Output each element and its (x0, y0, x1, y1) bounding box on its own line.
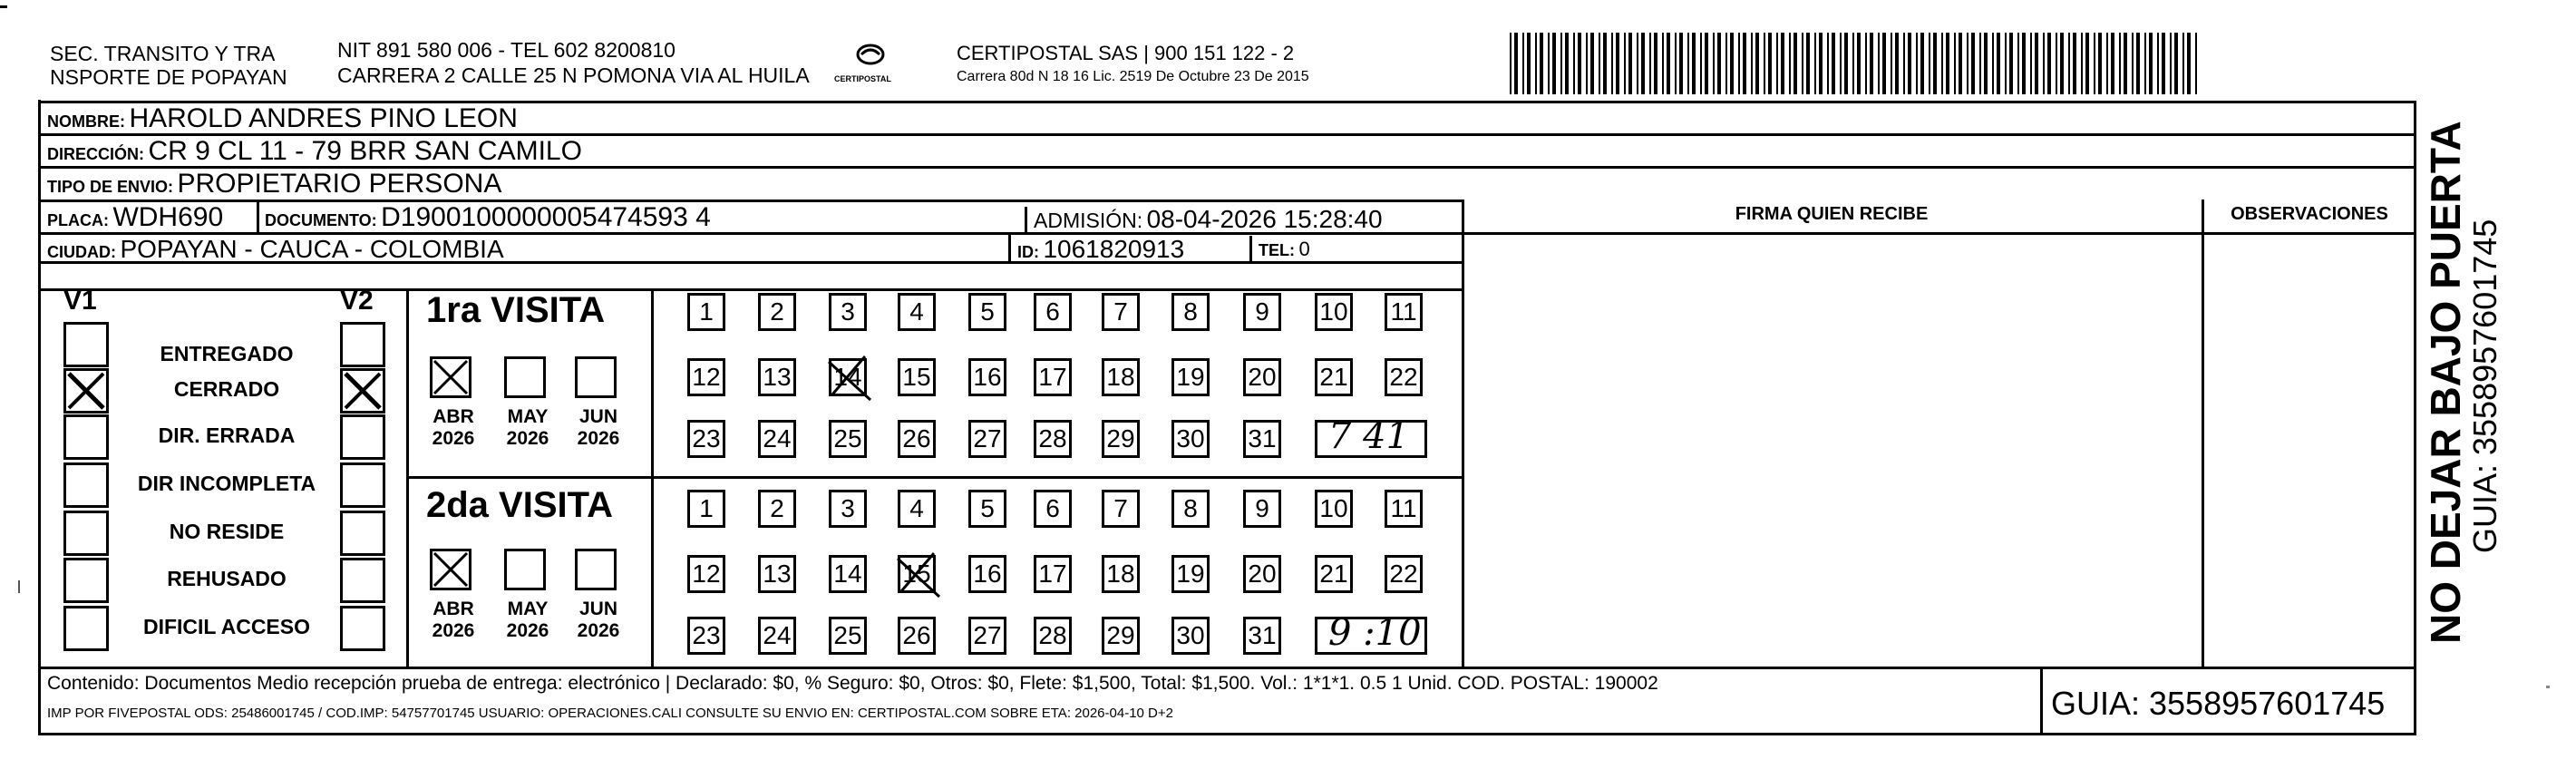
visit2-day-box[interactable]: 15 (898, 555, 936, 593)
v2-checkbox-0[interactable] (340, 322, 385, 367)
barcode-bar (1992, 33, 1994, 94)
barcode-bar (1984, 33, 1988, 94)
barcode-bar (1814, 33, 1816, 94)
visit1-day-box[interactable]: 9 (1243, 293, 1281, 331)
footer-left-border (38, 667, 41, 735)
visit2-day-box[interactable]: 17 (1034, 555, 1072, 593)
visit1-day-box[interactable]: 12 (687, 358, 725, 396)
visit1-day-box[interactable]: 10 (1315, 293, 1353, 331)
v2-checkbox-2[interactable] (340, 414, 385, 460)
v1-checkbox-5[interactable] (63, 558, 109, 603)
barcode-bar (1857, 33, 1861, 94)
visit2-day-box[interactable]: 28 (1034, 617, 1072, 655)
barcode-bar (2162, 33, 2165, 94)
barcode-bar (1662, 33, 1664, 94)
barcode-bar (1573, 33, 1575, 94)
visit1-day-box[interactable]: 24 (758, 420, 796, 458)
barcode-bar (1717, 33, 1721, 94)
visit1-day-box[interactable]: 5 (968, 293, 1006, 331)
status-label-0: ENTREGADO (160, 342, 294, 365)
admision-label: ADMISIÓN: (1034, 209, 1143, 232)
visit1-day-box[interactable]: 2 (758, 293, 796, 331)
barcode-bar (1628, 33, 1632, 94)
tel-label: TEL: (1259, 241, 1295, 259)
id-label: ID: (1017, 243, 1039, 261)
barcode-bar (1908, 33, 1911, 94)
day-mark-icon (894, 548, 948, 602)
barcode-bar (1624, 33, 1626, 94)
visit2-day-box[interactable]: 29 (1102, 617, 1140, 655)
barcode-bar (1781, 33, 1784, 94)
visit1-time-box[interactable] (1315, 415, 1427, 458)
barcode-bar (1578, 33, 1581, 94)
visit1-day-box[interactable]: 14 (829, 358, 867, 396)
visit2-month-label-0: ABR (433, 599, 474, 619)
org-name-line2: NSPORTE DE POPAYAN (50, 65, 287, 89)
barcode-bar (1641, 33, 1645, 94)
status-label-3: DIR INCOMPLETA (137, 472, 316, 495)
v1-checkbox-3[interactable] (63, 462, 109, 508)
barcode-bar (2136, 33, 2140, 94)
visit-divider (406, 476, 1462, 479)
barcode-bar (1852, 33, 1854, 94)
barcode-bar (1802, 33, 1803, 94)
barcode-bar (1840, 33, 1842, 94)
barcode-bar (2124, 33, 2127, 94)
visit2-day-box[interactable]: 14 (829, 555, 867, 593)
visit1-day-box[interactable]: 31 (1243, 420, 1281, 458)
nombre-value: HAROLD ANDRES PINO LEON (129, 103, 518, 133)
barcode-bar (2005, 33, 2007, 94)
barcode-bar (1514, 33, 1518, 94)
visit1-day-box[interactable]: 22 (1385, 358, 1423, 396)
visit2-day-box[interactable]: 25 (829, 617, 867, 655)
visit1-day-box[interactable]: 19 (1171, 358, 1210, 396)
barcode-bar (2187, 33, 2191, 94)
barcode-bar (1565, 33, 1569, 94)
barcode-bar (1882, 33, 1886, 94)
barcode-bar (1865, 33, 1867, 94)
tel-row (1259, 238, 1310, 261)
visit1-day-box[interactable]: 3 (829, 293, 867, 331)
visit1-day-box[interactable]: 27 (968, 420, 1006, 458)
barcode-bar (2017, 33, 2019, 94)
check-x-icon (433, 359, 469, 395)
barcode-bar (2111, 33, 2114, 94)
barcode-bar (1535, 33, 1537, 94)
barcode-bar (1743, 33, 1746, 94)
barcode-bar (1933, 33, 1937, 94)
barcode-bar (1548, 33, 1550, 94)
v1-checkbox-6[interactable] (63, 606, 109, 651)
barcode-bar (1776, 33, 1778, 94)
visit1-day-box[interactable]: 4 (898, 293, 936, 331)
v1-label: V1 (63, 286, 97, 316)
visit2-day-box[interactable]: 10 (1315, 490, 1353, 528)
v1-checkbox-1[interactable] (63, 368, 109, 414)
barcode-bar (1959, 33, 1962, 94)
id-value: 1061820913 (1043, 235, 1185, 263)
barcode-bar (2030, 33, 2032, 94)
visit1-day-box[interactable]: 15 (898, 358, 936, 396)
observaciones-header: OBSERVACIONES (2231, 204, 2388, 224)
visit1-day-box[interactable]: 1 (687, 293, 725, 331)
barcode-bar (2094, 33, 2095, 94)
status-label-2: DIR. ERRADA (158, 423, 296, 447)
visit1-day-box[interactable]: 13 (758, 358, 796, 396)
footer-bottom-border (38, 733, 2416, 735)
visit1-day-box[interactable]: 23 (687, 420, 725, 458)
barcode-bar (1819, 33, 1823, 94)
visit2-month-label-2: JUN (578, 599, 617, 619)
footer-guia-divider (2040, 667, 2043, 735)
status-label-4: NO RESIDE (169, 520, 285, 543)
check-x-icon (66, 371, 106, 411)
barcode-bar (1713, 33, 1715, 94)
visit1-time-value: 7 41 (1328, 415, 1410, 457)
v2-checkbox-6[interactable] (340, 606, 385, 651)
org-name-line1: SEC. TRANSITO Y TRA (50, 42, 276, 65)
barcode-bar (1941, 33, 1943, 94)
visit2-day-box[interactable]: 12 (687, 555, 725, 593)
nombre-row (47, 103, 518, 134)
visit2-day-box[interactable]: 4 (898, 490, 936, 528)
barcode-bar (1844, 33, 1848, 94)
barcode-bar (1971, 33, 1975, 94)
barcode-bar (2195, 33, 2197, 94)
visit2-title: 2da VISITA (426, 485, 613, 525)
barcode (1510, 33, 2208, 94)
barcode-bar (1586, 33, 1588, 94)
visit1-year-label-2: 2026 (577, 428, 620, 449)
barcode-bar (2098, 33, 2102, 94)
visit2-day-box[interactable]: 5 (968, 490, 1006, 528)
check-x-icon (433, 551, 469, 588)
ciudad-row (47, 235, 504, 264)
barcode-bar (1616, 33, 1619, 94)
v1-checkbox-0[interactable] (63, 322, 109, 367)
barcode-bar (2144, 33, 2146, 94)
barcode-bar (1954, 33, 1956, 94)
visit2-day-box[interactable]: 21 (1315, 555, 1353, 593)
barcode-bar (2085, 33, 2089, 94)
visit2-year-label-2: 2026 (577, 620, 620, 641)
visit2-day-box[interactable]: 19 (1171, 555, 1210, 593)
v2-checkbox-1[interactable] (340, 368, 385, 414)
direccion-label: DIRECCIÓN: (47, 145, 144, 163)
address-line: CARRERA 2 CALLE 25 N POMONA VIA AL HUILA (337, 63, 810, 87)
visit1-month-checkbox-0[interactable] (430, 356, 471, 398)
barcode-bar (1929, 33, 1930, 94)
visit2-day-box[interactable]: 3 (829, 490, 867, 528)
visit1-day-box[interactable]: 26 (898, 420, 936, 458)
barcode-bar (1806, 33, 1810, 94)
barcode-bar (1560, 33, 1562, 94)
day-mark-icon (825, 351, 880, 405)
visit1-day-box[interactable]: 30 (1171, 420, 1210, 458)
documento-value: D1900100000005474593 4 (381, 202, 711, 232)
visit2-day-box[interactable]: 30 (1171, 617, 1210, 655)
barcode-bar (2056, 33, 2057, 94)
placa-label: PLACA: (47, 211, 109, 229)
logo-text: CERTIPOSTAL (834, 74, 891, 83)
row-line-3 (38, 200, 1462, 202)
barcode-bar (1870, 33, 1873, 94)
side-warning: NO DEJAR BAJO PUERTA (2422, 121, 2469, 644)
tel-value: 0 (1298, 238, 1310, 260)
v2-checkbox-4[interactable] (340, 511, 385, 556)
barcode-bar (2106, 33, 2108, 94)
tel-divider (1249, 236, 1252, 261)
barcode-bar (1768, 33, 1772, 94)
barcode-bar (1878, 33, 1880, 94)
visit1-year-label-0: 2026 (432, 428, 475, 449)
visit1-day-box[interactable]: 21 (1315, 358, 1353, 396)
barcode-bar (1654, 33, 1657, 94)
barcode-bar (1522, 33, 1524, 94)
visit2-day-box[interactable]: 16 (968, 555, 1006, 593)
visit1-day-box[interactable]: 20 (1243, 358, 1281, 396)
barcode-bar (2182, 33, 2184, 94)
barcode-bar (1725, 33, 1727, 94)
barcode-bar (1603, 33, 1607, 94)
barcode-bar (1552, 33, 1556, 94)
nombre-label: NOMBRE: (47, 112, 125, 131)
form-right-border (2414, 101, 2416, 735)
visit1-title: 1ra VISITA (426, 290, 606, 330)
footer-line2: IMP POR FIVEPOSTAL ODS: 25486001745 / COD.IMP: 54757701745 USUARIO: OPERACIONES.CALI CONSULTE SU ENVIO EN: CERTIPOSTAL.COM SOBRE ETA: 2026-04-10 D+2 (47, 706, 1173, 721)
barcode-bar (1687, 33, 1689, 94)
barcode-bar (1751, 33, 1753, 94)
check-x-icon (343, 371, 383, 411)
visit2-day-box[interactable]: 9 (1243, 490, 1281, 528)
visit2-time-box[interactable] (1315, 612, 1427, 655)
certipostal-logo (834, 34, 907, 89)
visit2-day-box[interactable]: 27 (968, 617, 1006, 655)
visit2-day-box[interactable]: 24 (758, 617, 796, 655)
visit2-month-label-1: MAY (507, 599, 549, 619)
barcode-bar (2174, 33, 2178, 94)
visit1-day-box[interactable]: 8 (1171, 293, 1210, 331)
visit1-month-checkbox-2[interactable] (575, 356, 617, 398)
barcode-bar (2035, 33, 2038, 94)
visit2-day-box[interactable]: 1 (687, 490, 725, 528)
visit2-day-box[interactable]: 6 (1034, 490, 1072, 528)
barcode-bar (1705, 33, 1708, 94)
visit2-day-box[interactable]: 31 (1243, 617, 1281, 655)
left-margin-tick (18, 580, 20, 593)
barcode-bar (1599, 33, 1600, 94)
barcode-bar (2009, 33, 2013, 94)
tipo-value: PROPIETARIO PERSONA (177, 169, 502, 199)
visit2-year-label-1: 2026 (506, 620, 549, 641)
barcode-bar (2157, 33, 2159, 94)
status-label-1: CERRADO (173, 377, 280, 401)
visit2-day-box[interactable]: 13 (758, 555, 796, 593)
visit2-day-box[interactable]: 11 (1385, 490, 1423, 528)
documento-row (265, 202, 711, 233)
v2-label: V2 (340, 286, 374, 316)
barcode-bar (1675, 33, 1677, 94)
tipo-row (47, 169, 501, 200)
visit2-year-label-0: 2026 (432, 620, 475, 641)
visit1-month-label-1: MAY (507, 406, 549, 427)
visit2-day-box[interactable]: 18 (1102, 555, 1140, 593)
documento-label: DOCUMENTO: (265, 211, 377, 229)
barcode-bar (1510, 33, 1512, 94)
visit1-day-box[interactable]: 11 (1385, 293, 1423, 331)
v1-checkbox-4[interactable] (63, 511, 109, 556)
placa-value: WDH690 (112, 202, 224, 232)
direccion-row (47, 136, 582, 167)
ciudad-value: POPAYAN - CAUCA - COLOMBIA (120, 235, 504, 263)
footer-line1: Contenido: Documentos Medio recepción prueba de entrega: electrónico | Declarado: $0, % Seguro: $0, Otros: $0, Flete: $1,500, Total: $1,500. Vol.: 1*1*1. 0.5 1 Unid. COD. POSTAL: 190002 (47, 673, 1658, 694)
barcode-bar (1649, 33, 1651, 94)
barcode-bar (1789, 33, 1791, 94)
visit1-day-box[interactable]: 16 (968, 358, 1006, 396)
visit1-month-checkbox-1[interactable] (504, 356, 546, 398)
v1-checkbox-2[interactable] (63, 414, 109, 460)
visit1-month-label-0: ABR (433, 406, 474, 427)
barcode-bar (1755, 33, 1759, 94)
visit2-day-box[interactable]: 22 (1385, 555, 1423, 593)
barcode-bar (1920, 33, 1924, 94)
form-left-border (38, 100, 41, 707)
visit1-day-box[interactable]: 28 (1034, 420, 1072, 458)
barcode-bar (1827, 33, 1829, 94)
barcode-bar (1700, 33, 1702, 94)
status-label-5: REHUSADO (167, 567, 287, 590)
barcode-bar (2132, 33, 2134, 94)
placa-divider (257, 200, 259, 232)
barcode-bar (2073, 33, 2076, 94)
barcode-bar (2170, 33, 2172, 94)
barcode-bar (1679, 33, 1683, 94)
visit1-year-label-1: 2026 (506, 428, 549, 449)
barcode-bar (1979, 33, 1981, 94)
visit2-day-box[interactable]: 23 (687, 617, 725, 655)
barcode-bar (2081, 33, 2083, 94)
admision-value: 08-04-2026 15:28:40 (1146, 205, 1383, 233)
barcode-bar (1738, 33, 1740, 94)
barcode-bar (1793, 33, 1797, 94)
side-guia: GUIA: 3558957601745 (2466, 219, 2503, 553)
visit1-day-box[interactable]: 7 (1102, 293, 1140, 331)
visit2-month-checkbox-2[interactable] (575, 549, 617, 590)
admision-divider (1025, 207, 1027, 234)
visit2-day-box[interactable]: 8 (1171, 490, 1210, 528)
visit2-day-box[interactable]: 26 (898, 617, 936, 655)
id-row (1017, 235, 1184, 264)
nit-line: NIT 891 580 006 - TEL 602 8200810 (337, 38, 676, 62)
footer-top-border (38, 667, 2416, 669)
firma-header: FIRMA QUIEN RECIBE (1735, 204, 1929, 224)
observaciones-left-border (2202, 200, 2204, 667)
barcode-bar (2047, 33, 2051, 94)
ciudad-label: CIUDAD: (47, 243, 116, 261)
barcode-bar (1637, 33, 1638, 94)
scan-dot (2546, 686, 2550, 688)
visit1-day-box[interactable]: 17 (1034, 358, 1072, 396)
v2-checkbox-5[interactable] (340, 558, 385, 603)
barcode-bar (1916, 33, 1918, 94)
barcode-bar (1527, 33, 1531, 94)
barcode-bar (1590, 33, 1594, 94)
visit1-day-box[interactable]: 18 (1102, 358, 1140, 396)
visit2-time-value: 9 :10 (1328, 612, 1422, 654)
visit2-day-box[interactable]: 7 (1102, 490, 1140, 528)
visit1-day-box[interactable]: 29 (1102, 420, 1140, 458)
row-line-6 (38, 288, 1462, 291)
visit2-day-box[interactable]: 2 (758, 490, 796, 528)
header (0, 0, 2576, 100)
barcode-bar (2022, 33, 2026, 94)
barcode-bar (1997, 33, 2000, 94)
v2-checkbox-3[interactable] (340, 462, 385, 508)
admision-row (1034, 205, 1383, 234)
barcode-bar (2060, 33, 2064, 94)
barcode-bar (1540, 33, 1543, 94)
barcode-bar (2043, 33, 2045, 94)
id-divider (1008, 232, 1011, 261)
barcode-bar (1730, 33, 1734, 94)
company-line1: CERTIPOSTAL SAS | 900 151 122 - 2 (957, 42, 1295, 64)
barcode-bar (1611, 33, 1613, 94)
status-label-6: DIFICIL ACCESO (142, 615, 310, 638)
barcode-bar (1903, 33, 1905, 94)
direccion-value: CR 9 CL 11 - 79 BRR SAN CAMILO (148, 136, 582, 166)
tipo-label: TIPO DE ENVIO: (47, 178, 174, 196)
visit2-month-checkbox-0[interactable] (430, 549, 471, 590)
barcode-bar (1667, 33, 1670, 94)
placa-row (47, 202, 223, 233)
barcode-bar (1764, 33, 1765, 94)
visit2-day-box[interactable]: 20 (1243, 555, 1281, 593)
company-line2: Carrera 80d N 18 16 Lic. 2519 De Octubre 23 De 2015 (957, 69, 1309, 84)
visit1-month-label-2: JUN (578, 406, 617, 427)
visit1-day-box[interactable]: 6 (1034, 293, 1072, 331)
barcode-bar (2068, 33, 2070, 94)
visit2-month-checkbox-1[interactable] (504, 549, 546, 590)
barcode-bar (1895, 33, 1899, 94)
visit1-day-box[interactable]: 25 (829, 420, 867, 458)
firma-left-border (1462, 200, 1464, 667)
barcode-bar (1967, 33, 1968, 94)
barcode-bar (2119, 33, 2121, 94)
barcode-bar (2149, 33, 2153, 94)
footer-guia: GUIA: 3558957601745 (2051, 685, 2386, 722)
barcode-bar (1891, 33, 1892, 94)
barcode-bar (1692, 33, 1696, 94)
barcode-bar (1946, 33, 1949, 94)
barcode-bar (1832, 33, 1835, 94)
